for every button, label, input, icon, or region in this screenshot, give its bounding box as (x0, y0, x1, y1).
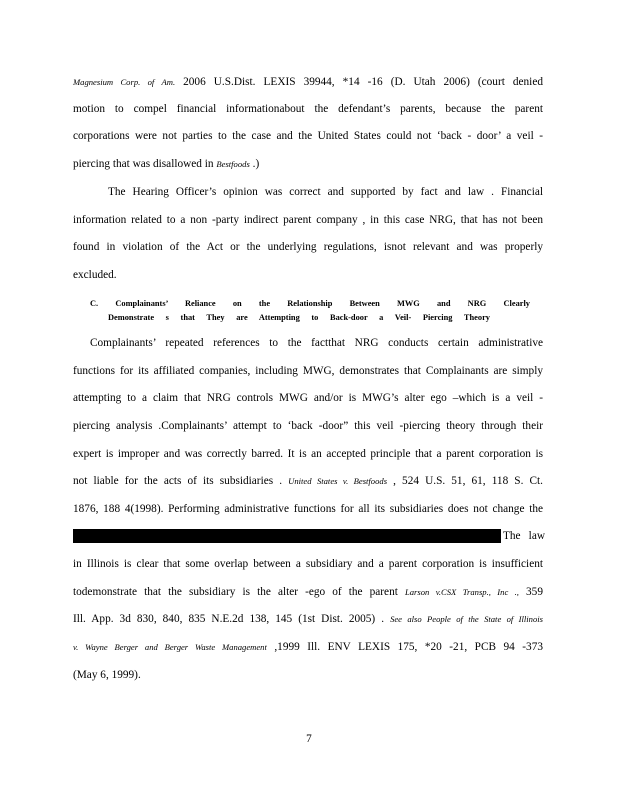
text-line: motion to compel financial informationabout the defendant’s parents, because the parent (73, 103, 543, 115)
redaction-bar (73, 529, 501, 543)
text-line: Magnesium Corp. of Am. 2006 U.S.Dist. LEXIS 39944, *14 -16 (D. Utah 2006) (court denied (73, 76, 543, 88)
text-line: piercing that was disallowed in Bestfoods .) (73, 158, 260, 170)
text-line: 1876, 188 4(1998). Performing administrative functions for all its subsidiaries does not change the (73, 503, 543, 515)
case-citation: v. Wayne Berger and Berger Waste Management (73, 642, 267, 652)
text-line: not liable for the acts of its subsidiaries . United States v. Bestfoods , 524 U.S. 51, 61, 118 S. Ct. (73, 475, 544, 487)
text-line: in Illinois is clear that some overlap between a subsidiary and a parent corporation is insufficient (73, 558, 543, 570)
case-citation: Bestfoods (216, 159, 250, 169)
text-line: v. Wayne Berger and Berger Waste Management ,1999 Ill. ENV LEXIS 175, *20 -21, PCB 94 -373 (73, 641, 543, 653)
case-citation: United States v. Bestfoods (288, 476, 388, 486)
paragraph-first-line: Complainants’ repeated references to the factthat NRG conducts certain administrative (90, 337, 543, 349)
case-citation: Larson v.CSX Transp., Inc ., (404, 587, 519, 597)
text-line: excluded. (73, 269, 117, 281)
text-line: found in violation of the Act or the underlying regulations, isnot relevant and was properly (73, 241, 543, 253)
text-line: functions for its affiliated companies, including MWG, demonstrates that Complainants are simply (73, 365, 543, 377)
text-line-tail: The law (503, 530, 545, 542)
section-heading: C. Complainants’ Reliance on the Relationship Between MWG and NRG Clearly (90, 299, 530, 308)
case-citation: See also People of the State of Illinois (390, 614, 543, 624)
text-line: information related to a non -party indirect parent company , in this case NRG, that has not been (73, 214, 543, 226)
text-line: (May 6, 1999). (73, 669, 141, 681)
text-line: expert is improper and was correctly barred. It is an accepted principle that a parent corporation is (73, 448, 543, 460)
section-heading-continued: Demonstrate s that They are Attempting to Back-door a Veil- Piercing Theory (108, 313, 490, 322)
text-line: todemonstrate that the subsidiary is the alter -ego of the parent Larson v.CSX Transp., Inc ., 359 (73, 586, 543, 598)
case-citation: Magnesium Corp. of Am. (73, 77, 176, 87)
paragraph-first-line: The Hearing Officer’s opinion was correct and supported by fact and law . Financial (108, 186, 543, 198)
page-number: 7 (306, 733, 312, 745)
text-line: piercing analysis .Complainants’ attempt to ‘back -door” this veil -piercing theory through their (73, 420, 543, 432)
text-line: Ill. App. 3d 830, 840, 835 N.E.2d 138, 145 (1st Dist. 2005) . See also People of the State of Illinois (73, 613, 543, 625)
text-line: corporations were not parties to the case and the United States could not ‘back - door’ a veil - (73, 130, 543, 142)
text-line: attempting to a claim that NRG controls MWG and/or is MWG’s alter ego –which is a veil - (73, 392, 543, 404)
